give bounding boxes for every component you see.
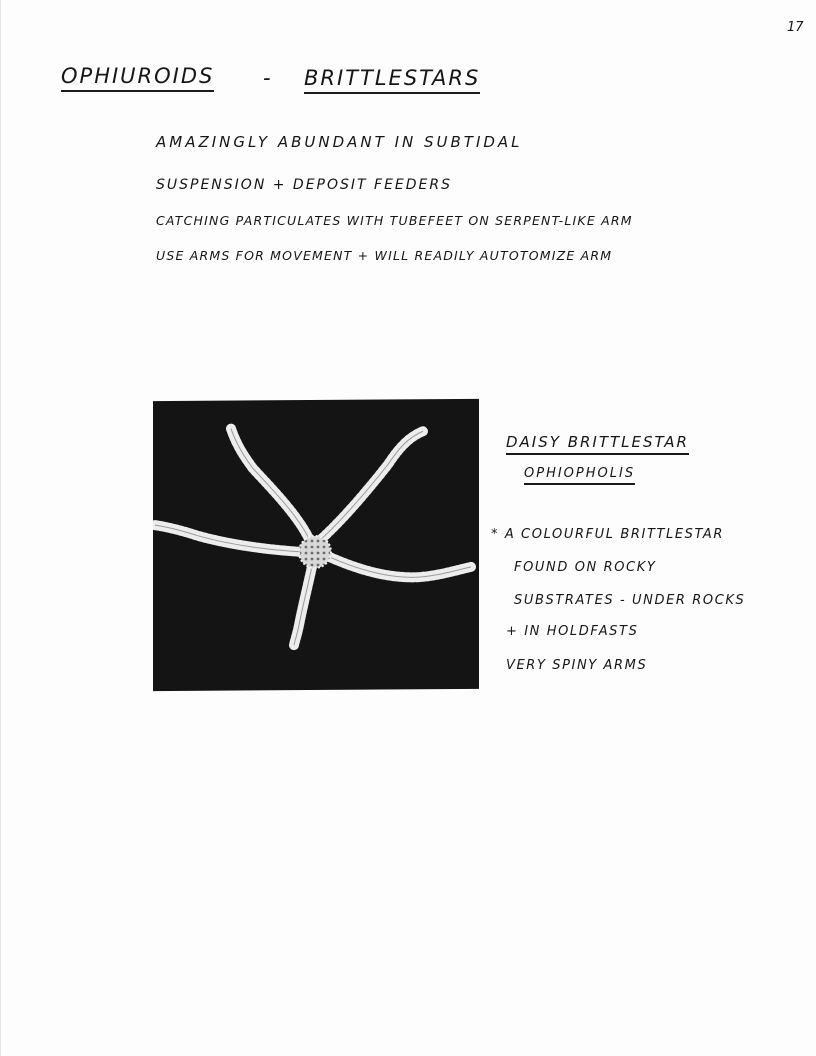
body-line-particulates: CATCHING PARTICULATES WITH TUBEFEET ON SERPENT-LIKE ARM (156, 213, 633, 228)
species-common-name: DAISY BRITTLESTAR (506, 433, 689, 455)
page-title-group: OPHIUROIDS (61, 64, 214, 92)
note-colourful: * A COLOURFUL BRITTLESTAR (491, 527, 725, 542)
page-number: 17 (787, 20, 804, 35)
note-holdfasts: + IN HOLDFASTS (506, 624, 639, 639)
species-genus: OPHIOPHOLIS (524, 466, 635, 485)
note-substrates: SUBSTRATES - UNDER ROCKS (514, 593, 746, 608)
brittlestar-illustration (153, 399, 479, 691)
note-spiny-arms: VERY SPINY ARMS (506, 658, 648, 673)
page-title-common-name: BRITTLESTARS (304, 66, 480, 94)
brittlestar-photo (153, 399, 479, 691)
title-dash: - (263, 66, 273, 90)
body-line-feeding: SUSPENSION + DEPOSIT FEEDERS (156, 177, 453, 193)
body-line-movement: USE ARMS FOR MOVEMENT + WILL READILY AUTOTOMIZE ARM (156, 248, 613, 263)
body-line-abundance: AMAZINGLY ABUNDANT IN SUBTIDAL (156, 133, 523, 151)
note-habitat: FOUND ON ROCKY (514, 560, 657, 575)
